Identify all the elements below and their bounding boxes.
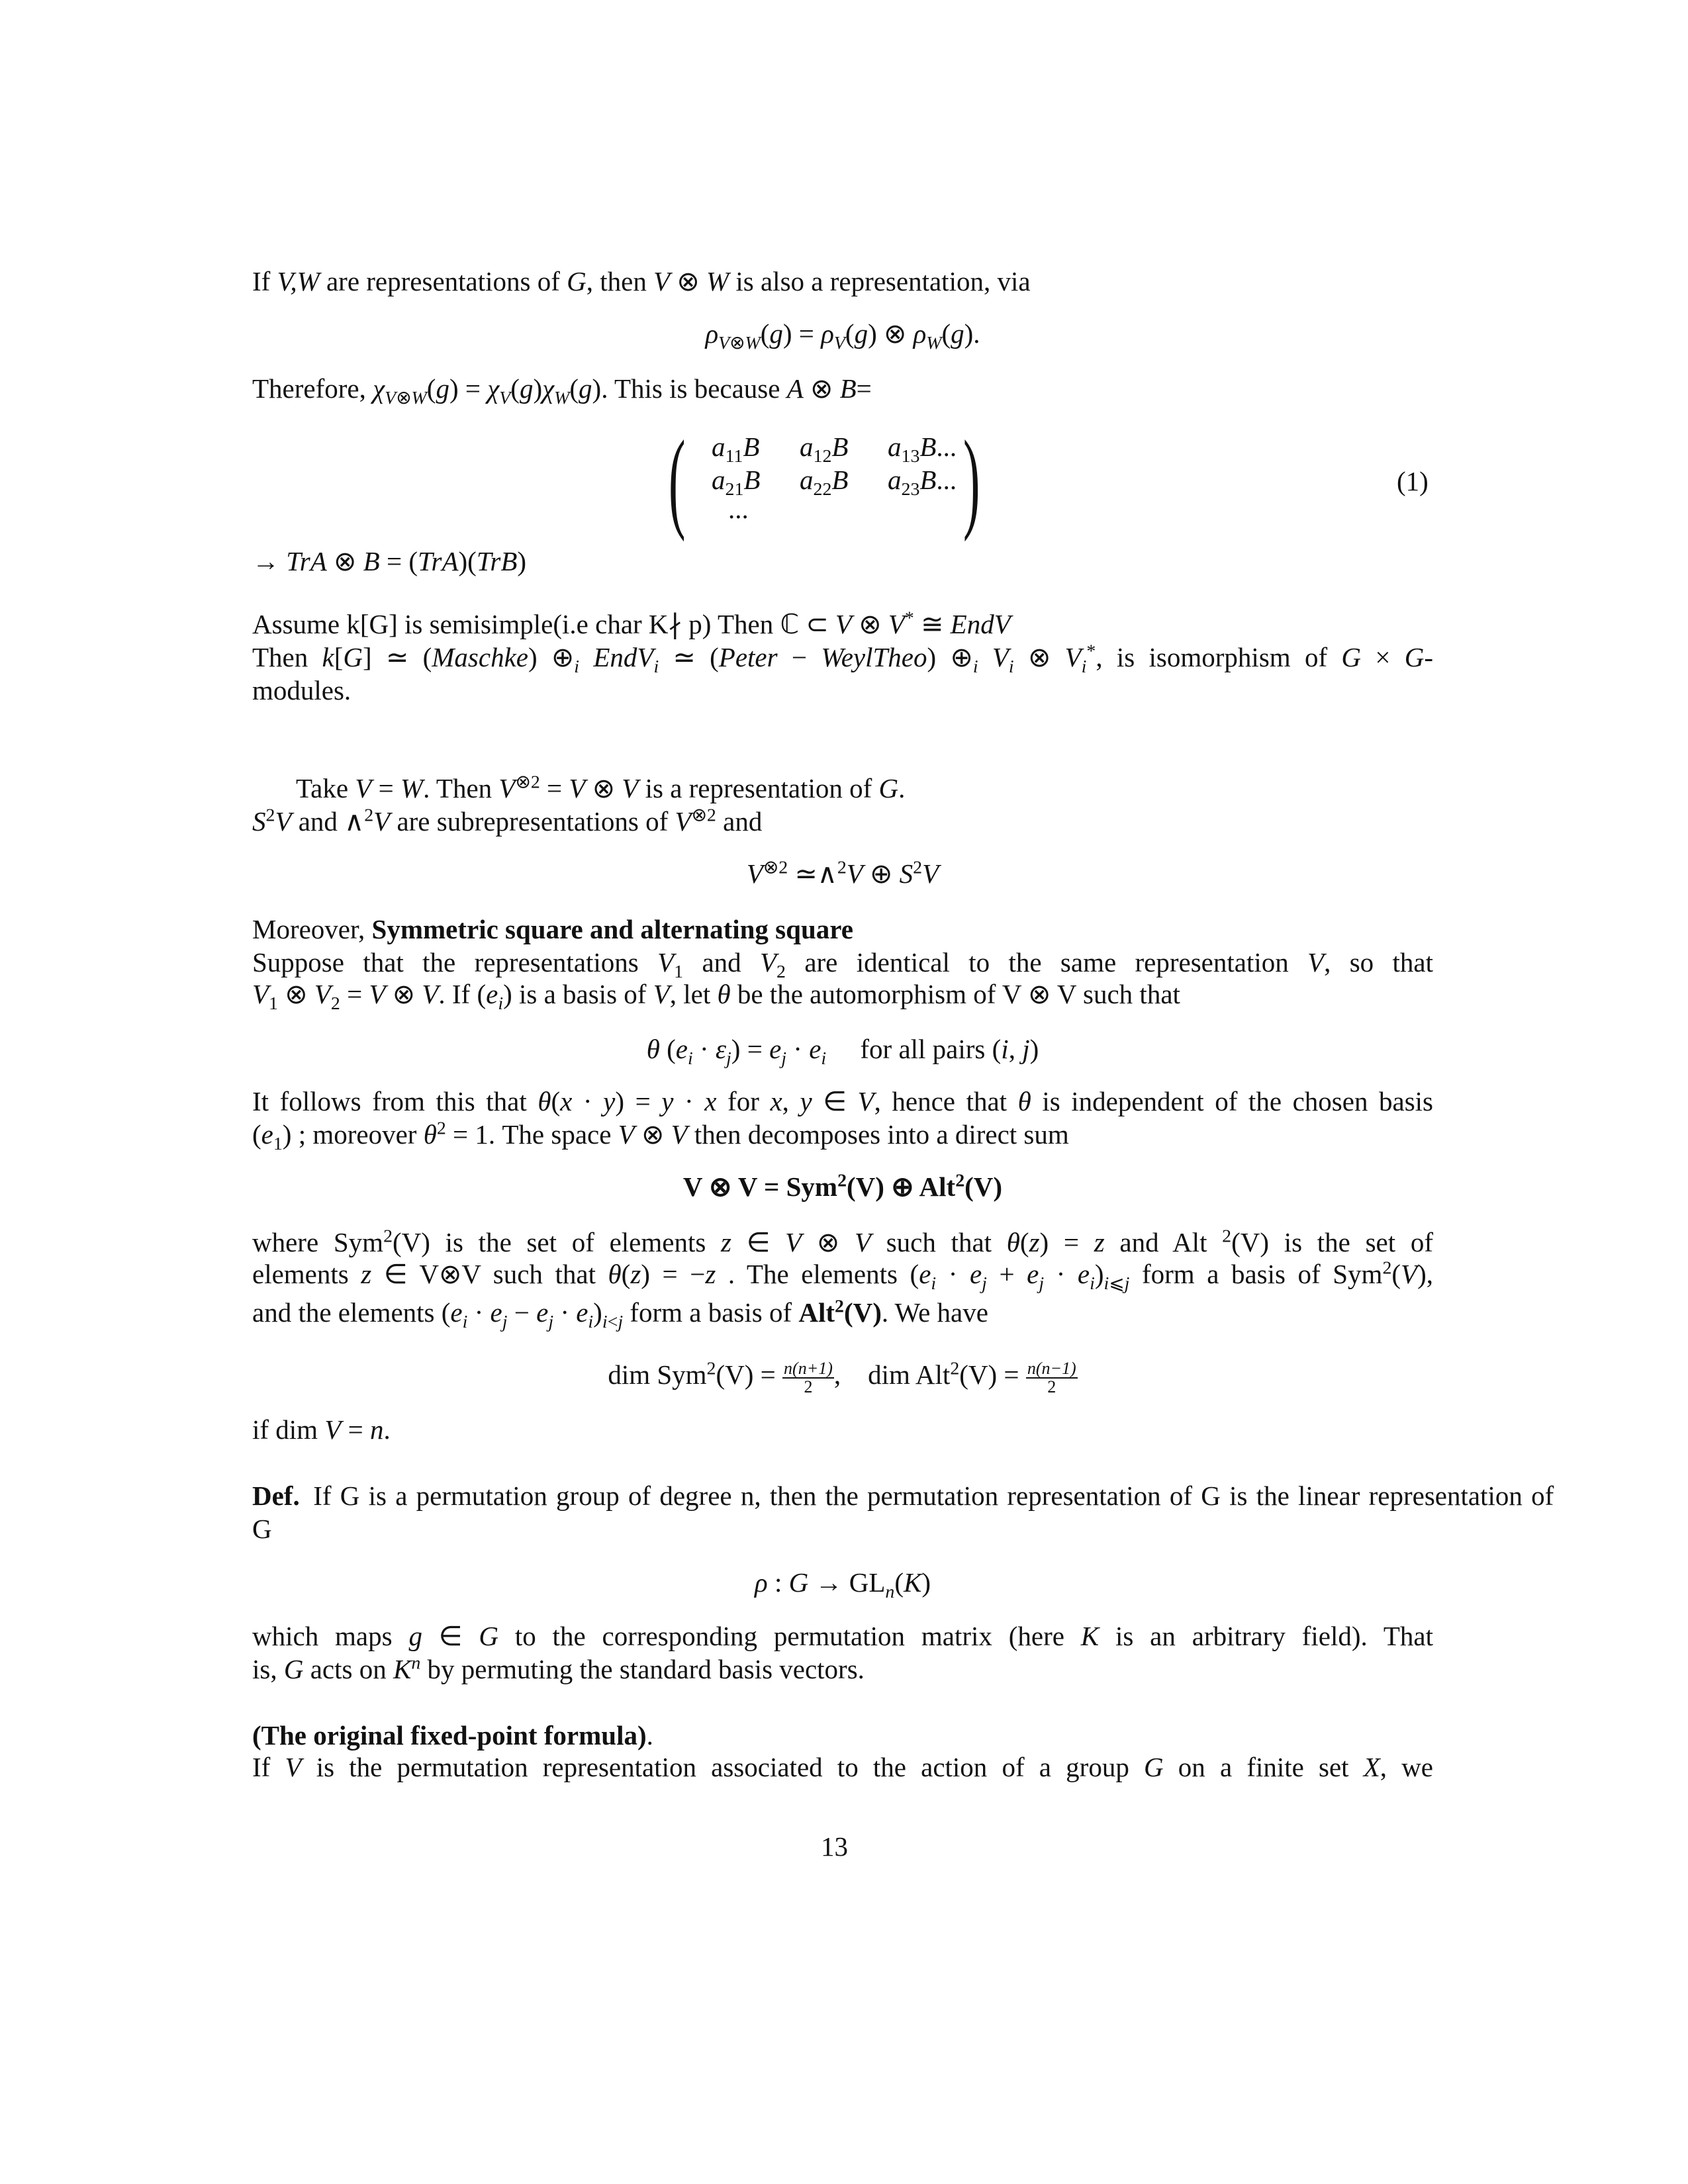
matrix-equation bbox=[669, 418, 1013, 542]
paragraph-line: is, G acts on $K^n$ by permuting the standard basis vectors. bbox=[252, 1653, 865, 1684]
line-prefix: Moreover, bbox=[252, 914, 372, 944]
definition-label: Def. bbox=[252, 1480, 300, 1511]
page-number: 13 bbox=[821, 1831, 848, 1862]
paragraph-line: Suppose that the representations $V_1$ and $V_2$ are identical to the same representation V, so that bbox=[252, 947, 1434, 983]
right-paren: ) bbox=[963, 418, 980, 542]
paragraph-line bbox=[252, 913, 853, 945]
section-heading-line bbox=[252, 1719, 653, 1751]
fraction: $\frac{n(n+1)}{2}$ bbox=[784, 1358, 833, 1396]
section-heading: Symmetric square and alternating square bbox=[371, 914, 853, 944]
section-heading: (The original fixed-point formula) bbox=[252, 1720, 647, 1751]
matrix-cell: $a_{13}B$... bbox=[888, 432, 957, 467]
paragraph-line: where Sym$^2$(V) is the set of elements z ∈ V ⊗ V such that θ(z) = z and Alt $^2$(V) is the set of bbox=[252, 1226, 1433, 1257]
paragraph-line: Then k[G] ≃ (Maschke) $\oplus_i$ EndV$_i$ ≃ (Peter − WeylTheo) $\oplus_i$ $V_i$ ⊗ $V_i^*$, is isomorphism of G × G- bbox=[252, 641, 1434, 678]
equation-number: (1) bbox=[1397, 466, 1429, 496]
equation-direct-sum: V ⊗ V = Sym$^2$(V) ⊕ Alt$^2$(V) bbox=[682, 1170, 1003, 1202]
fraction: $\frac{n(n-1)}{2}$ bbox=[1027, 1358, 1076, 1396]
paragraph-line: which maps g ∈ G to the corresponding permutation matrix (here K is an arbitrary field). That bbox=[252, 1621, 1433, 1651]
paragraph-line: Take V = W. Then $V^{\otimes 2} = V$ ⊗ V is a representation of G. bbox=[296, 772, 906, 803]
paragraph-line: $S^2V$ and ∧$^2$V are subrepresentations of $V^{\otimes 2}$ and bbox=[252, 805, 763, 837]
matrix-row: ... bbox=[728, 494, 749, 524]
matrix-cell: $a_{22}B$ bbox=[800, 465, 849, 500]
matrix-row bbox=[712, 464, 976, 500]
paragraph-line: if dim V = n. bbox=[252, 1414, 391, 1445]
paragraph-line: G bbox=[252, 1514, 272, 1544]
matrix-row bbox=[712, 431, 976, 467]
equation-theta: θ $(e_i \cdot \varepsilon_j) = e_j \cdot e_i$ for all pairs (i, j) bbox=[646, 1034, 1039, 1069]
equation-dimensions: dim Sym$^2$(V) = $\frac{n(n+1)}{2}$ , dim Alt$^2$(V) = $\frac{n(n-1)}{2}$ bbox=[608, 1358, 1076, 1396]
paragraph-line: → TrA ⊗ B = (TrA)(TrB) bbox=[252, 546, 527, 576]
definition-text: If G is a permutation group of degree n, then the permutation representation of G is the linear representation of bbox=[313, 1480, 1554, 1511]
paragraph-line: Assume k[G] is semisimple(i.e char K∤ p) Then ℂ ⊂ V ⊗ V* ≅ EndV bbox=[252, 608, 1011, 639]
matrix-cell: $a_{12}B$ bbox=[800, 432, 849, 467]
paragraph-line: modules. bbox=[252, 675, 352, 705]
paragraph-line: elements z ∈ V⊗V such that θ(z) = −z . The elements $(e_i \cdot e_j + e_j \cdot e_i)_{i⩽j}$ form a basis of Sym$^2$(V), bbox=[252, 1257, 1433, 1295]
heading-period: . bbox=[646, 1720, 653, 1751]
matrix-cell: $a_{11}B$ bbox=[712, 432, 760, 467]
matrix-cell: $a_{21}B$ bbox=[712, 465, 761, 500]
paragraph-line: and the elements $(e_i \cdot e_j - e_j \cdot e_i)_{i<j}$ form a basis of Alt$^2$(V). We have bbox=[252, 1296, 988, 1333]
paragraph-line: If V is the permutation representation associated to the action of a group G on a finite set X, we bbox=[252, 1752, 1434, 1782]
equation-decomposition: $V^{\otimes 2}$ ≃∧$^2$V ⊕ $S^2V$ bbox=[746, 857, 939, 889]
paragraph-line: $V_1$ ⊗ $V_2 = V$ ⊗ V. If $(e_i)$ is a basis of V, let θ be the automorphism of V ⊗ V such that bbox=[252, 979, 1180, 1015]
paragraph-line: Therefore, $\chi_{V\otimes W}(g) = \chi_V(g)\chi_W(g)$. This is because A ⊗ B= bbox=[252, 373, 872, 409]
paragraph-line: $(e_1)$ ; moreover $\theta^2 = 1$. The space V ⊗ V then decomposes into a direct sum bbox=[252, 1118, 1069, 1155]
equation-map: ρ : $G \to GL_n(K)$ bbox=[755, 1567, 931, 1603]
equation-rho-tensor: $\rho_{V\otimes W}(g) = \rho_V(g)$ ⊗ $\rho_W(g)$. bbox=[705, 318, 980, 354]
paragraph-line: It follows from this that θ(x · y) = y · x for x, y ∈ V, hence that θ is independent of the chosen basis bbox=[252, 1086, 1434, 1116]
left-paren: ( bbox=[669, 418, 686, 542]
matrix-cell: $a_{23}B$... bbox=[888, 465, 957, 500]
definition-line bbox=[252, 1480, 1554, 1512]
paragraph-line: If V,W are representations of G, then V ⊗ W is also a representation, via bbox=[252, 266, 1031, 296]
